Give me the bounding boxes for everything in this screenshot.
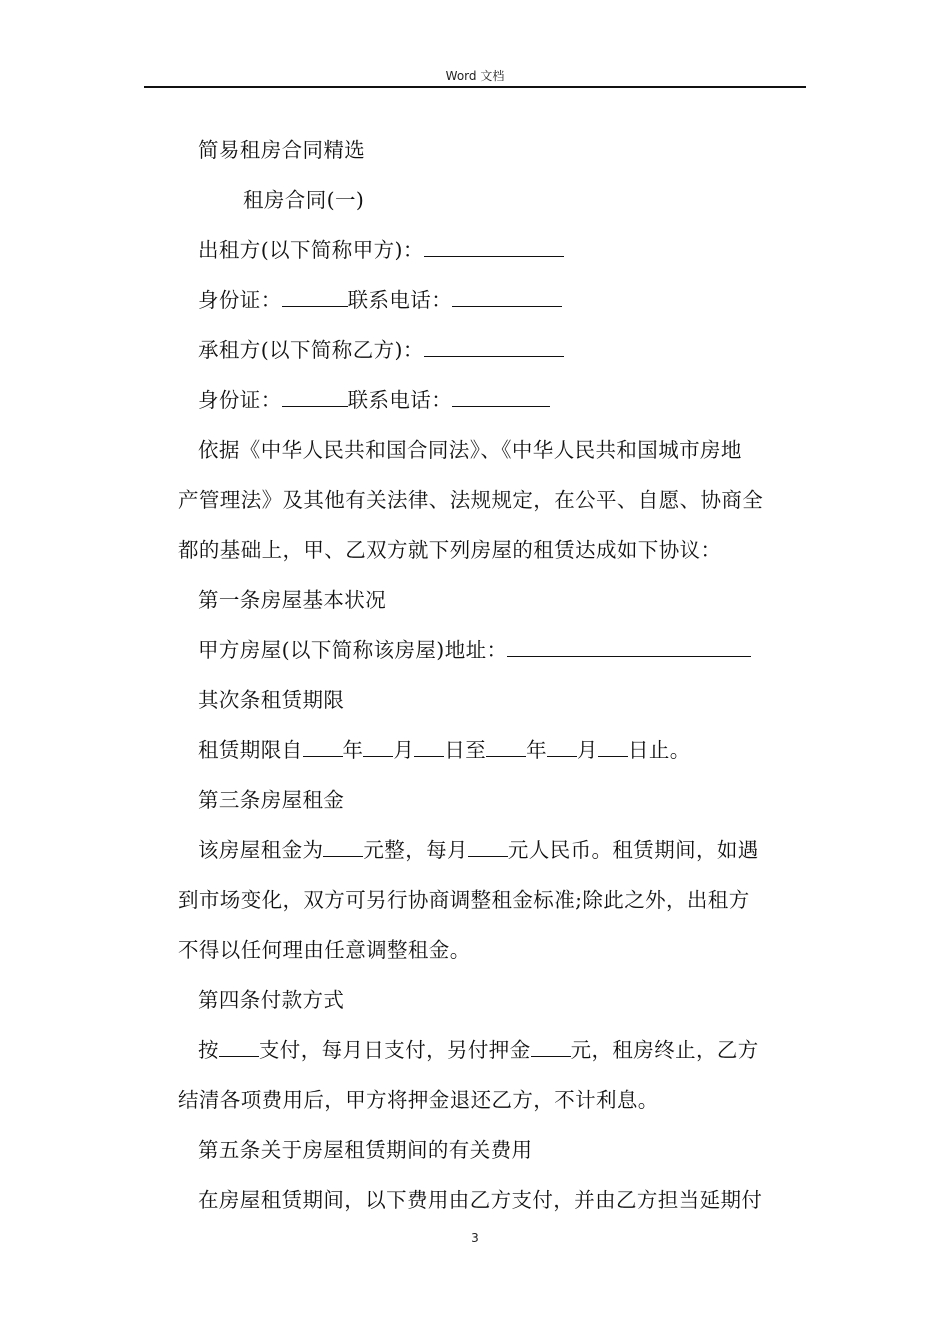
term-blank (414, 738, 444, 757)
phone-label: 联系电话： (347, 388, 453, 412)
lessor-line (198, 236, 828, 264)
rent-text: 元人民币。租赁期间，如遇 (507, 838, 759, 862)
id-blank (282, 288, 348, 307)
payment-text: 元，租房终止，乙方 (570, 1038, 759, 1062)
term-line (198, 736, 828, 764)
payment-blank (531, 1038, 571, 1057)
header-rule (144, 86, 806, 88)
rent-text: 该房屋租金为 (198, 838, 324, 862)
paragraph-line: 依据《中华人民共和国合同法》、《中华人民共和国城市房地 (198, 438, 742, 462)
term-blank (303, 738, 343, 757)
lessor-blank (424, 238, 564, 257)
paragraph-line: 到市场变化，双方可另行协商调整租金标准;除此之外，出租方 (178, 888, 750, 912)
term-blank (598, 738, 628, 757)
rent-blank (468, 838, 508, 857)
page-number: 3 (471, 1231, 479, 1245)
lessee-blank (424, 338, 564, 357)
lessee-id-line (198, 386, 828, 414)
article-heading: 第三条房屋租金 (198, 788, 345, 812)
article-heading: 第五条关于房屋租赁期间的有关费用 (198, 1138, 533, 1162)
id-label: 身份证： (198, 288, 282, 312)
paragraph-line: 产管理法》及其他有关法律、法规规定，在公平、自愿、协商全 (178, 488, 764, 512)
id-blank (282, 388, 348, 407)
term-text: 年 (342, 738, 364, 762)
paragraph-line: 不得以任何理由任意调整租金。 (178, 938, 471, 962)
article-heading: 第一条房屋基本状况 (198, 588, 387, 612)
phone-blank (452, 388, 550, 407)
lessee-label: 承租方(以下简称乙方)： (198, 338, 424, 362)
term-text: 日至 (444, 738, 487, 762)
term-text: 月 (393, 738, 415, 762)
paragraph-line: 都的基础上，甲、乙双方就下列房屋的租赁达成如下协议： (178, 538, 722, 562)
phone-label: 联系电话： (347, 288, 453, 312)
lessee-line (198, 336, 828, 364)
rent-text: 元整，每月 (363, 838, 468, 862)
payment-blank (219, 1038, 259, 1057)
phone-blank (452, 288, 562, 307)
address-label: 甲方房屋(以下简称该房屋)地址： (198, 638, 508, 662)
paragraph-line: 结清各项费用后，甲方将押金退还乙方，不计利息。 (178, 1088, 659, 1112)
term-text: 月 (577, 738, 598, 762)
payment-text: 按 (198, 1038, 219, 1062)
term-blank (547, 738, 577, 757)
lessor-label: 出租方(以下简称甲方)： (198, 238, 424, 262)
term-text: 租赁期限自 (198, 738, 303, 762)
address-line (198, 636, 828, 664)
term-blank (363, 738, 393, 757)
id-label: 身份证： (198, 388, 282, 412)
address-blank (507, 638, 751, 657)
document-title: 简易租房合同精选 (198, 138, 366, 162)
lessor-id-line (198, 286, 828, 314)
term-text: 年 (526, 738, 548, 762)
contract-subtitle: 租房合同(一) (243, 188, 365, 212)
payment-text: 支付，每月日支付，另付押金 (258, 1038, 531, 1062)
paragraph-line: 在房屋租赁期间，以下费用由乙方支付，并由乙方担当延期付 (198, 1188, 763, 1212)
payment-line (198, 1036, 828, 1064)
rent-blank (323, 838, 363, 857)
page-header: Word 文档 (445, 69, 505, 83)
term-blank (486, 738, 526, 757)
term-text: 日止。 (627, 738, 691, 762)
article-heading: 其次条租赁期限 (198, 688, 345, 712)
rent-line (198, 836, 828, 864)
article-heading: 第四条付款方式 (198, 988, 345, 1012)
